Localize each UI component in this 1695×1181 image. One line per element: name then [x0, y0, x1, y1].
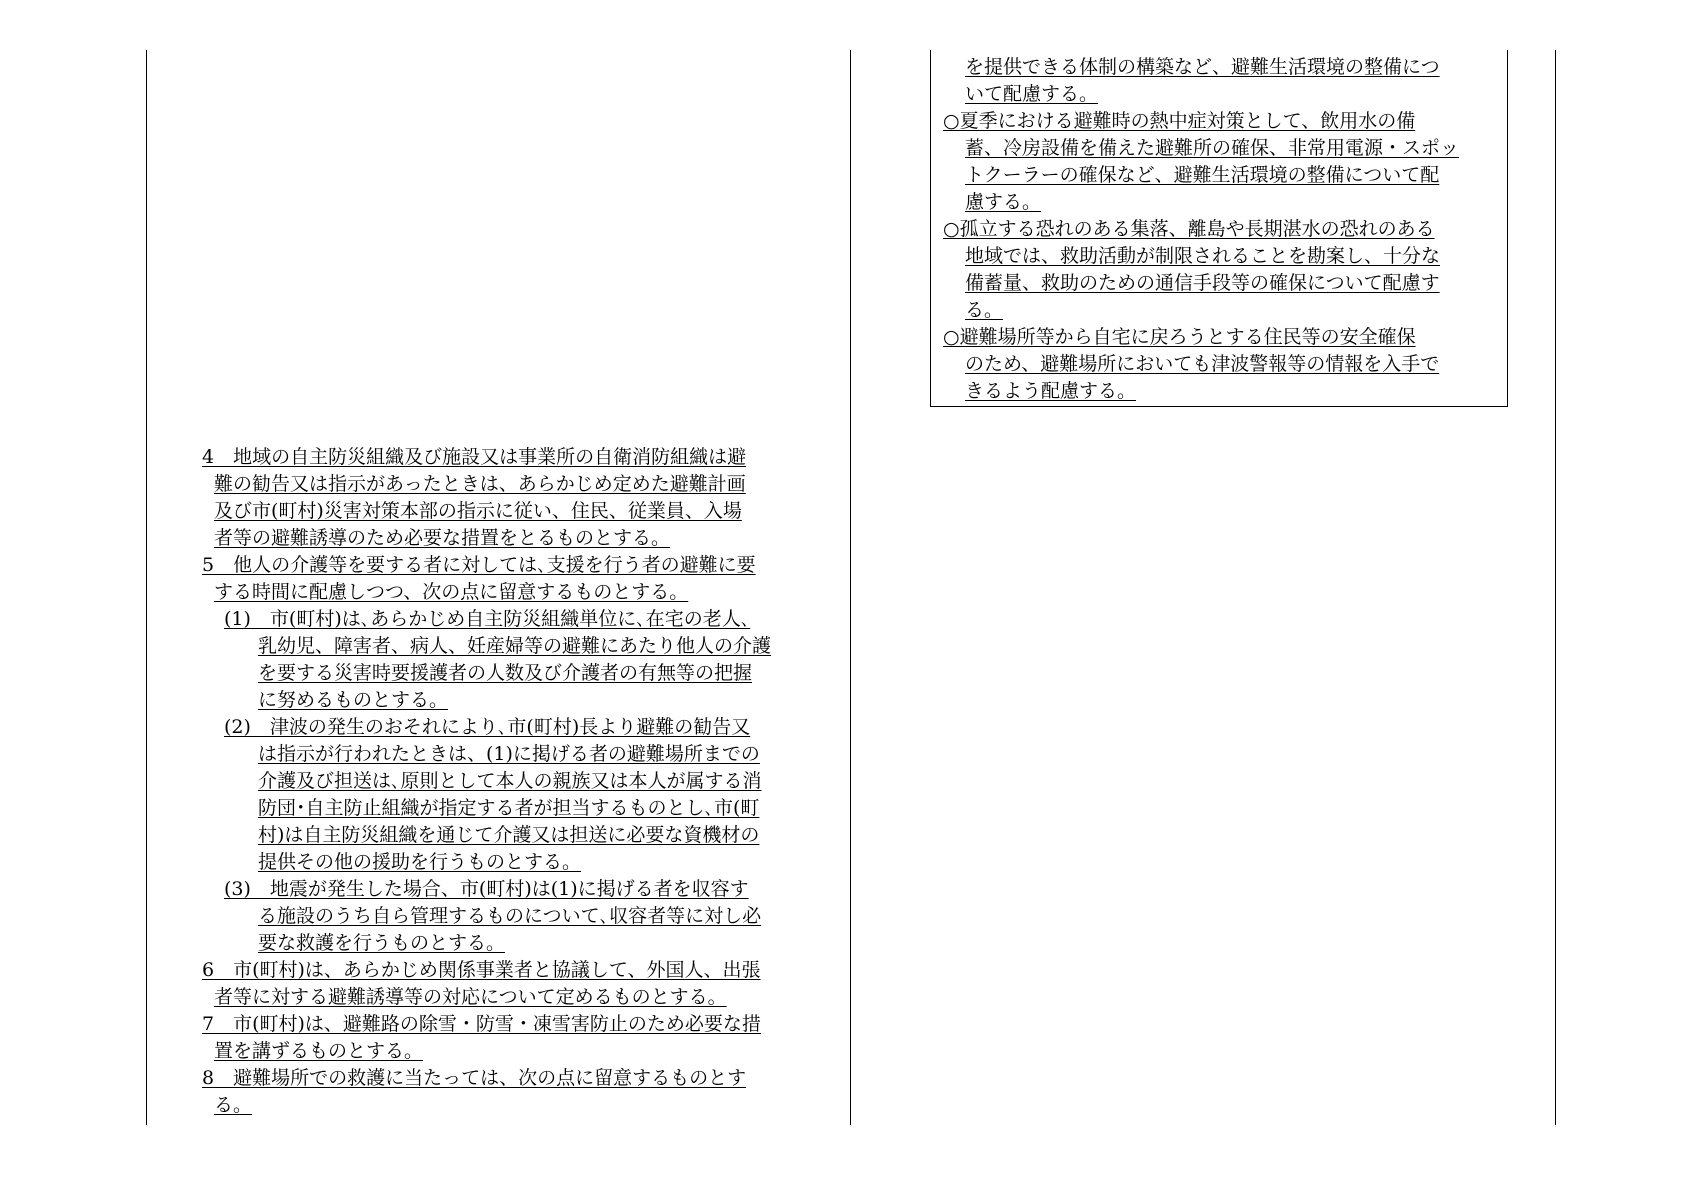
text-line: 5 他人の介護等を要する者に対しては､支援を行う者の避難に要	[202, 554, 756, 576]
text-line: 4 地域の自主防災組織及び施設又は事業所の自衛消防組織は避	[202, 446, 747, 468]
center-divider-rule	[850, 50, 851, 1125]
text-line: 蓄、冷房設備を備えた避難所の確保、非常用電源・スポッ	[965, 137, 1460, 159]
text-line: (1) 市(町村)は､あらかじめ自主防災組織単位に､在宅の老人､	[224, 608, 751, 630]
right-note-lines	[943, 54, 1505, 405]
text-line: 要な救護を行うものとする。	[258, 932, 506, 954]
text-line: 防団･自主防止組織が指定する者が担当するものとし､市(町	[258, 797, 760, 819]
text-line: 者等の避難誘導のため必要な措置をとるものとする。	[214, 527, 671, 549]
text-line: 提供その他の援助を行うものとする。	[258, 851, 582, 873]
text-line: いて配慮する。	[965, 83, 1099, 105]
text-line: する時間に配慮しつつ、次の点に留意するものとする。	[214, 581, 689, 603]
text-line: 置を講ずるものとする。	[214, 1040, 424, 1062]
text-line: のため、避難場所においても津波警報等の情報を入手で	[965, 353, 1440, 375]
text-line: 村)は自主防災組織を通じて介護又は担送に必要な資機材の	[258, 824, 760, 846]
text-line: ○孤立する恐れのある集落、離島や長期湛水の恐れのある	[943, 218, 1435, 240]
right-boxed-note	[930, 50, 1508, 407]
text-line: を提供できる体制の構築など、避難生活環境の整備につ	[965, 56, 1440, 78]
right-margin-rule	[1555, 50, 1556, 1125]
text-line: 及び市(町村)災害対策本部の指示に従い、住民、従業員、入場	[214, 500, 742, 522]
text-line: (2) 津波の発生のおそれにより､市(町村)長より避難の勧告又	[224, 716, 751, 738]
text-line: 難の勧告又は指示があったときは、あらかじめ定めた避難計画	[214, 473, 746, 495]
text-line: る施設のうち自ら管理するものについて､収容者等に対し必	[258, 905, 762, 927]
text-line: 地域では、救助活動が制限されることを勘案し、十分な	[965, 245, 1441, 267]
text-line: ○避難場所等から自宅に戻ろうとする住民等の安全確保	[943, 326, 1416, 348]
left-margin-rule	[146, 50, 147, 1125]
text-line: きるよう配慮する。	[965, 380, 1137, 402]
left-provisions	[202, 444, 834, 1119]
text-line: 乳幼児、障害者、病人、妊産婦等の避難にあたり他人の介護	[258, 635, 772, 657]
text-line: に努めるものとする。	[258, 689, 449, 711]
text-line: 者等に対する避難誘導等の対応について定めるものとする。	[214, 986, 727, 1008]
text-line: る。	[214, 1094, 253, 1116]
text-line: を要する災害時要援護者の人数及び介護者の有無等の把握	[258, 662, 753, 684]
text-line: る。	[965, 299, 1004, 321]
text-line: 備蓄量、救助のための通信手段等の確保について配慮す	[965, 272, 1440, 294]
text-line: トクーラーの確保など、避難生活環境の整備について配	[965, 164, 1440, 186]
text-line: 8 避難場所での救護に当たっては、次の点に留意するものとす	[202, 1067, 747, 1089]
text-line: 6 市(町村)は、あらかじめ関係事業者と協議して、外国人、出張	[202, 959, 761, 981]
text-line: 慮する。	[965, 191, 1042, 213]
text-line: 介護及び担送は､原則として本人の親族又は本人が属する消	[258, 770, 762, 792]
text-line: は指示が行われたときは、(1)に掲げる者の避難場所までの	[258, 743, 760, 765]
text-line: ○夏季における避難時の熱中症対策として、飲用水の備	[943, 110, 1416, 132]
text-line: 7 市(町村)は、避難路の除雪・防雪・凍雪害防止のため必要な措	[202, 1013, 761, 1035]
text-line: (3) 地震が発生した場合、市(町村)は(1)に掲げる者を収容す	[224, 878, 749, 900]
